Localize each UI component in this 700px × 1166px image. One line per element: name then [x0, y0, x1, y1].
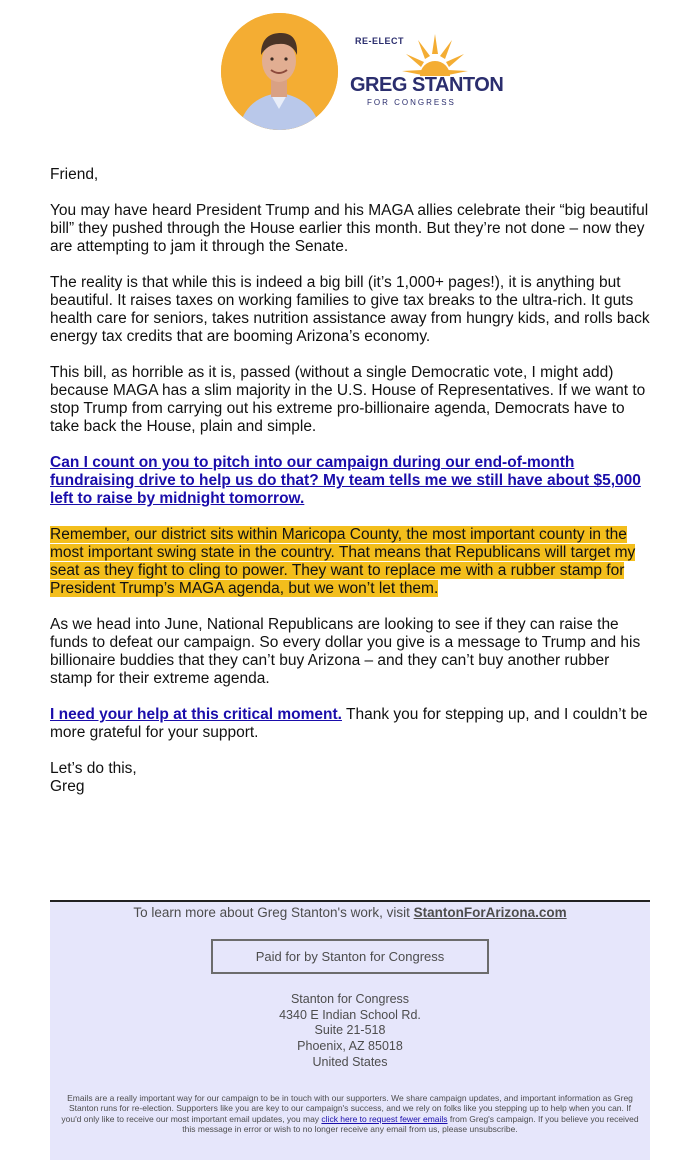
donate-link[interactable]: Can I count on you to pitch into our campaign during our end-of-month fundraising drive to help us do that? My team tells me we still have about $5,000 left to raise by midnight tomorrow.: [50, 454, 641, 507]
candidate-photo: [221, 13, 338, 130]
donate-paragraph: [50, 454, 650, 508]
signoff-block: [50, 760, 650, 796]
help-link[interactable]: I need your help at this critical moment.: [50, 706, 342, 723]
mailing-address: [50, 992, 650, 1071]
fewer-emails-link[interactable]: click here to request fewer emails: [321, 1113, 448, 1124]
paragraph-6-text: Thank you for stepping up, and I couldn’t be more grateful for your support.: [50, 706, 648, 741]
paragraph-3: This bill, as horrible as it is, passed (without a single Democratic vote, I might add) because MAGA has a slim majority in the U.S. House of Representatives. If we want to stop Trump from carrying out his extreme pro-billionaire agenda, Democrats have to take back the House, plain and simple.: [50, 364, 646, 435]
fine-print-suffix: from Greg's campaign. If you believe you received this message in error or wish to no longer receive any email from us, please unsubscribe.: [182, 1113, 639, 1135]
address-line: Stanton for Congress: [290, 992, 410, 1006]
website-link[interactable]: StantonForArizona.com: [413, 905, 567, 920]
email-body: [50, 166, 650, 796]
paragraph-1: You may have heard President Trump and his MAGA allies celebrate their “big beautiful bill” they pushed through the House earlier this month. But they’re not done – now they are attempting to jam it through the Senate.: [50, 202, 649, 255]
campaign-logo: [346, 26, 504, 116]
learn-more-line: [50, 905, 650, 921]
logo-reelect-text: RE-ELECT: [355, 36, 404, 46]
highlight-paragraph: [50, 526, 650, 598]
email-header: [0, 0, 700, 140]
fine-print-text: Emails are a really important way for our campaign to be in touch with our supporters. We share campaign updates, and important information as Greg Stanton runs for re-election. Supporters like you are key to our campaign's success, and we rely on folks like you stepping up to help when you can. If you'd only like to receive our most important email updates, you may: [61, 1092, 633, 1124]
paragraph-6: [50, 706, 650, 742]
fine-print: [60, 1093, 640, 1135]
highlighted-text: Remember, our district sits within Maricopa County, the most important county in the most important swing state in the country. That means that Republicans will target my seat as they fight to cling to power. They want to replace me with a rubber stamp for President Trump’s MAGA agenda, but we won’t let them.: [50, 526, 636, 597]
signature: Greg: [50, 778, 85, 795]
signoff: Let’s do this,: [50, 760, 137, 777]
greeting: Friend,: [50, 166, 99, 183]
sun-icon: [400, 30, 470, 76]
paid-for-box: Paid for by Stanton for Congress: [211, 939, 489, 974]
logo-candidate-name: GREG STANTON: [350, 74, 504, 96]
logo-subtitle: FOR CONGRESS: [367, 98, 456, 107]
address-line: Suite 21-518: [314, 1023, 386, 1038]
learn-more-text: To learn more about Greg Stanton's work, visit: [133, 905, 414, 920]
email-footer: [50, 900, 650, 1160]
paragraph-5: As we head into June, National Republicans are looking to see if they can raise the funds to defeat our campaign. So every dollar you give is a message to Trump and his billionaire buddies that they can’t buy Arizona – and they can’t buy another rubber stamp for their extreme agenda.: [50, 616, 641, 687]
address-line: Phoenix, AZ 85018: [297, 1039, 403, 1054]
address-line: 4340 E Indian School Rd.: [279, 1007, 421, 1022]
paragraph-2: The reality is that while this is indeed a big bill (it’s 1,000+ pages!), it is anything but beautiful. It raises taxes on working families to give tax breaks to the ultra-rich. It guts health care for seniors, takes nutrition assistance away from hungry kids, and rolls back energy tax credits that are booming Arizona’s economy.: [50, 274, 650, 345]
address-line: United States: [312, 1054, 388, 1069]
